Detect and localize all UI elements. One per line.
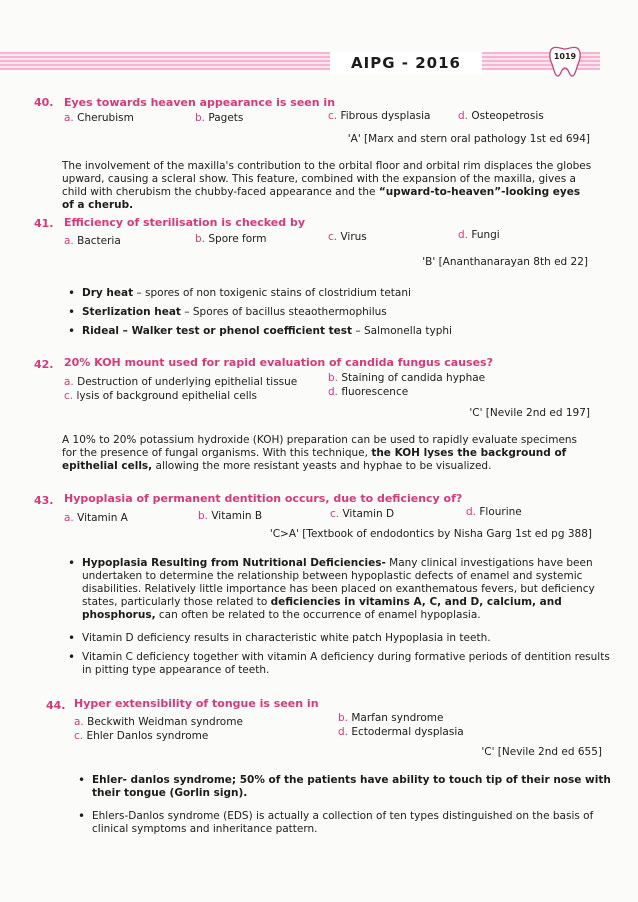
option-c <box>64 390 257 402</box>
option-b <box>195 112 243 124</box>
bullet-text: can often be related to the occurrence of enamel hypoplasia. <box>155 609 481 621</box>
list-item <box>68 287 602 300</box>
option-text: Ehler Danlos syndrome <box>86 730 209 742</box>
option-text: fluorescence <box>341 386 409 398</box>
option-c <box>328 110 431 122</box>
option-text: Marfan syndrome <box>351 712 444 724</box>
bullet-bold: Hypoplasia Resulting from Nutritional Deficiencies- <box>82 557 386 569</box>
option-c <box>74 730 208 742</box>
option-text: Vitamin B <box>211 510 263 522</box>
bullet-text: Vitamin C deficiency together with vitamin A deficiency during formative periods of dentition results in pitting type appearance of teeth. <box>82 651 610 676</box>
question-text: Hypoplasia of permanent dentition occurs, due to deficiency of? <box>64 492 463 505</box>
option-letter: b. <box>328 372 339 384</box>
bullet-bold: deficiencies in vitamins A, C, and D, calcium, and phosphorus, <box>82 596 562 621</box>
option-text: Fibrous dysplasia <box>340 110 431 122</box>
explanation-paragraph <box>62 434 592 473</box>
option-letter: c. <box>328 231 338 243</box>
option-text: Beckwith Weidman syndrome <box>87 716 243 728</box>
bullet-text: – Spores of bacillus steaothermophilus <box>180 306 387 318</box>
bullet-text: Vitamin D deficiency results in characteristic white patch Hypoplasia in teeth. <box>82 632 491 644</box>
option-b <box>195 233 266 245</box>
option-a <box>64 112 134 124</box>
bullet-bold: Rideal – Walker test or phenol coefficient test <box>82 325 353 337</box>
option-text: Bacteria <box>77 235 121 247</box>
list-item <box>78 810 618 836</box>
page-number: 1019 <box>553 52 577 61</box>
explanation-bold: the KOH lyses the background of epithelial cells, <box>62 447 567 472</box>
page-title: AIPG - 2016 <box>330 52 482 74</box>
explanation-text: A 10% to 20% potassium hydroxide (KOH) preparation can be used to rapidly evaluate specimens for the presence of fungal organisms. With this technique, <box>62 434 578 459</box>
question-number: 43. <box>34 494 54 507</box>
option-letter: a. <box>64 512 74 524</box>
option-text: Virus <box>340 231 367 243</box>
option-text: Ectodermal dysplasia <box>351 726 464 738</box>
option-letter: b. <box>195 112 206 124</box>
option-text: Destruction of underlying epithelial tissue <box>77 376 298 388</box>
explanation-text: The involvement of the maxilla's contribution to the orbital floor and orbital rim displaces the globes upward, causing a scleral show. This feature, combined with the expansion of the maxilla, gives a child with cherubism the chubby-faced appearance and the <box>62 160 592 198</box>
option-text: Osteopetrosis <box>471 110 544 122</box>
option-a <box>64 376 297 388</box>
answer-reference: 'B' [Ananthanarayan 8th ed 22] <box>422 256 588 268</box>
bullet-text: Many clinical investigations have been undertaken to determine the relationship between hypoplastic defects of enamel and systemic disabilities. Relatively little importance has been placed on exanthematous fevers, but deficiency states, particularly those related to <box>82 557 595 608</box>
option-d <box>458 229 500 241</box>
option-text: Fungi <box>471 229 500 241</box>
option-c <box>328 231 367 243</box>
explanation-paragraph <box>62 160 592 212</box>
answer-reference: 'C' [Nevile 2nd ed 197] <box>469 407 590 419</box>
list-item <box>68 306 602 319</box>
option-d <box>466 506 522 518</box>
option-letter: c. <box>64 390 74 402</box>
option-text: Cherubism <box>77 112 134 124</box>
option-text: lysis of background epithelial cells <box>76 390 258 402</box>
option-letter: b. <box>198 510 209 522</box>
list-item <box>68 632 612 645</box>
option-letter: d. <box>458 110 469 122</box>
list-item <box>68 651 612 677</box>
list-item <box>68 557 612 622</box>
question-number: 40. <box>34 96 54 109</box>
option-letter: c. <box>328 110 338 122</box>
answer-reference: 'A' [Marx and stern oral pathology 1st ed 694] <box>347 133 590 145</box>
option-a <box>74 716 243 728</box>
option-d <box>458 110 544 122</box>
bullet-bold: Sterlization heat <box>82 306 181 318</box>
bullet-bold: Dry heat <box>82 287 134 299</box>
option-c <box>330 508 394 520</box>
option-text: Pagets <box>208 112 244 124</box>
question-text: Eyes towards heaven appearance is seen in <box>64 96 336 109</box>
question-number: 44. <box>46 699 66 712</box>
option-b <box>198 510 262 522</box>
list-item <box>68 325 602 338</box>
option-letter: c. <box>330 508 340 520</box>
header-band <box>0 52 600 70</box>
bullet-text: Ehlers-Danlos syndrome (EDS) is actually a collection of ten types distinguished on the basis of clinical symptoms and inheritance pattern. <box>92 810 594 835</box>
explanation-bold: “upward-to-heaven”-looking eyes of a cherub. <box>62 186 581 211</box>
list-item <box>78 774 618 800</box>
option-d <box>338 726 464 738</box>
bullet-text: – spores of non toxigenic stains of clostridium tetani <box>133 287 411 299</box>
question-text: 20% KOH mount used for rapid evaluation of candida fungus causes? <box>64 356 493 369</box>
option-letter: a. <box>64 376 74 388</box>
option-letter: a. <box>64 112 74 124</box>
option-text: Vitamin A <box>77 512 128 524</box>
option-a <box>64 512 128 524</box>
option-b <box>328 372 485 384</box>
option-letter: b. <box>195 233 206 245</box>
bullet-text: – Salmonella typhi <box>352 325 452 337</box>
option-text: Flourine <box>479 506 522 518</box>
option-letter: d. <box>458 229 469 241</box>
option-letter: a. <box>74 716 84 728</box>
option-letter: a. <box>64 235 74 247</box>
option-a <box>64 235 121 247</box>
option-b <box>338 712 444 724</box>
question-number: 42. <box>34 358 54 371</box>
answer-reference: 'C' [Nevile 2nd ed 655] <box>481 746 602 758</box>
bullet-bold: Ehler- danlos syndrome; 50% of the patients have ability to touch tip of their nose with their tongue (Gorlin sign). <box>92 774 611 799</box>
question-text: Hyper extensibility of tongue is seen in <box>74 697 319 710</box>
option-letter: b. <box>338 712 349 724</box>
option-d <box>328 386 408 398</box>
tooth-icon <box>547 44 583 78</box>
question-text: Efficiency of sterilisation is checked by <box>64 216 305 229</box>
option-letter: c. <box>74 730 84 742</box>
option-letter: d. <box>466 506 477 518</box>
option-text: Spore form <box>208 233 267 245</box>
question-number: 41. <box>34 217 54 230</box>
explanation-text: allowing the more resistant yeasts and hyphae to be visualized. <box>152 460 492 472</box>
option-text: Staining of candida hyphae <box>341 372 486 384</box>
option-letter: d. <box>338 726 349 738</box>
answer-reference: 'C>A' [Textbook of endodontics by Nisha Garg 1st ed pg 388] <box>269 528 592 540</box>
option-letter: d. <box>328 386 339 398</box>
option-text: Vitamin D <box>342 508 395 520</box>
